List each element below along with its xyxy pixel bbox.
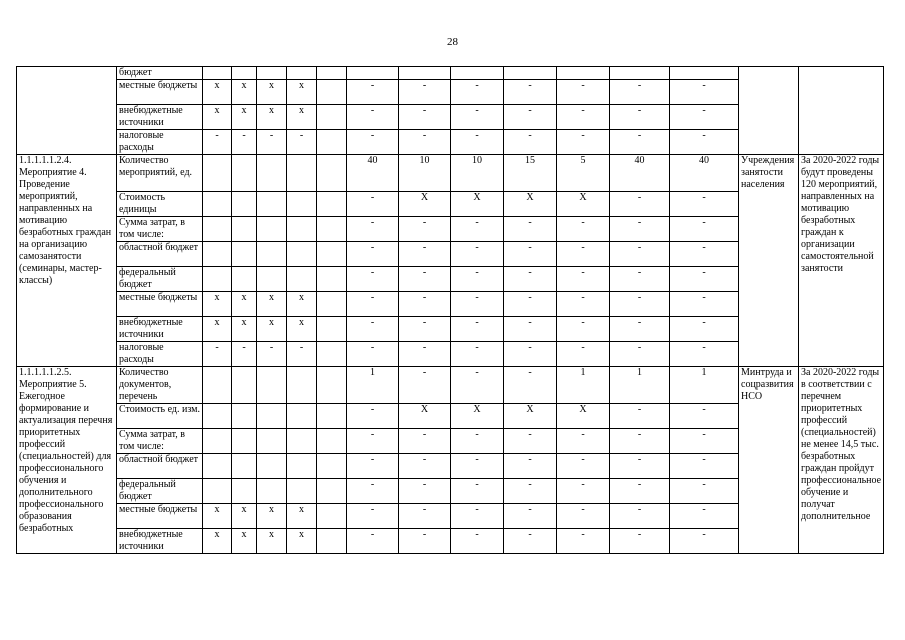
cell-value: - — [504, 80, 557, 105]
cell-value — [610, 67, 670, 80]
cell-value: - — [451, 317, 504, 342]
cell-value: - — [670, 404, 739, 429]
cell-right: x — [287, 80, 317, 105]
row-label: Сумма затрат, в том числе: — [117, 429, 203, 454]
cell-value: - — [504, 267, 557, 292]
cell-value — [451, 67, 504, 80]
cell-right — [203, 217, 232, 242]
row-label: Стоимость единицы — [117, 192, 203, 217]
cell-value: - — [347, 454, 399, 479]
cell-value: - — [399, 317, 451, 342]
cell-value: X — [557, 192, 610, 217]
row-label: внебюджетные источники — [117, 105, 203, 130]
cell-right — [257, 454, 287, 479]
cell-value: - — [557, 429, 610, 454]
cell-value: X — [504, 404, 557, 429]
cell-value: - — [399, 292, 451, 317]
cell-right: x — [257, 292, 287, 317]
cell-right — [317, 105, 347, 130]
row-label: налоговые расходы — [117, 130, 203, 155]
cell-value: X — [557, 404, 610, 429]
cell-right: x — [287, 317, 317, 342]
cell-right: x — [257, 529, 287, 554]
cell-value: - — [504, 292, 557, 317]
cell-value: - — [610, 504, 670, 529]
cell-value: - — [399, 217, 451, 242]
cell-right: - — [257, 342, 287, 367]
cell-value: 40 — [610, 155, 670, 192]
cell-value: - — [670, 217, 739, 242]
cell-value: - — [670, 479, 739, 504]
cell-right — [317, 529, 347, 554]
cell-right — [287, 67, 317, 80]
cell-right: x — [203, 529, 232, 554]
cell-right: - — [287, 342, 317, 367]
cell-value: - — [399, 367, 451, 404]
cell-value: - — [451, 342, 504, 367]
cell-right — [203, 267, 232, 292]
table-row — [17, 155, 884, 192]
cell-right — [257, 192, 287, 217]
cell-right: x — [203, 80, 232, 105]
cell-value: - — [347, 529, 399, 554]
cell-value: - — [399, 130, 451, 155]
cell-right — [287, 479, 317, 504]
cell-right: x — [203, 292, 232, 317]
cell-value: - — [610, 192, 670, 217]
row-label: Количество документов, перечень — [117, 367, 203, 404]
cell-right — [317, 292, 347, 317]
cell-value — [557, 67, 610, 80]
cell-right — [287, 242, 317, 267]
cell-right — [203, 155, 232, 192]
row-label: внебюджетные источники — [117, 529, 203, 554]
cell-value: - — [557, 292, 610, 317]
cell-value: - — [451, 529, 504, 554]
cell-value: - — [451, 242, 504, 267]
cell-value: - — [347, 317, 399, 342]
cell-value: - — [610, 404, 670, 429]
cell-right — [203, 192, 232, 217]
cell-right — [232, 67, 257, 80]
cell-value: - — [670, 529, 739, 554]
cell-value: - — [451, 504, 504, 529]
cell-right — [287, 267, 317, 292]
cell-value: - — [347, 80, 399, 105]
cell-value: - — [347, 504, 399, 529]
cell-right: x — [257, 80, 287, 105]
cell-right — [317, 155, 347, 192]
executor: Минтруда и соцразвития НСО — [739, 367, 799, 554]
cell-value: - — [557, 267, 610, 292]
cell-value: X — [399, 404, 451, 429]
activity-title: 1.1.1.1.1.2.4. Мероприятие 4. Проведение мероприятий, направленных на мотивацию безработных граждан на организацию самозанятости (семинары, мастер-классы) — [17, 155, 117, 367]
cell-value — [504, 67, 557, 80]
cell-right: x — [287, 292, 317, 317]
cell-value: - — [504, 105, 557, 130]
cell-value: - — [610, 454, 670, 479]
cell-right — [317, 267, 347, 292]
cell-value: - — [347, 217, 399, 242]
cell-value: 10 — [451, 155, 504, 192]
cell-right: - — [203, 342, 232, 367]
cell-right — [232, 429, 257, 454]
cell-value: - — [399, 454, 451, 479]
row-label: федеральный бюджет — [117, 479, 203, 504]
cell-right: x — [232, 317, 257, 342]
cell-right: x — [203, 504, 232, 529]
cell-right — [287, 155, 317, 192]
row-label: областной бюджет — [117, 242, 203, 267]
cell-right: x — [257, 504, 287, 529]
cell-value: - — [399, 242, 451, 267]
cell-right — [232, 155, 257, 192]
cell-value: - — [504, 317, 557, 342]
cell-value: - — [670, 504, 739, 529]
cell-right — [232, 217, 257, 242]
cell-value: - — [610, 217, 670, 242]
expected-result: За 2020-2022 годы будут проведены 120 мероприятий, направленных на мотивацию безработных граждан к организации самостоятельной занятости — [799, 155, 884, 367]
cell-value: - — [451, 292, 504, 317]
cell-value: 1 — [670, 367, 739, 404]
cell-right — [257, 367, 287, 404]
cell-value: - — [504, 529, 557, 554]
cell-value: 1 — [347, 367, 399, 404]
row-label: федеральный бюджет — [117, 267, 203, 292]
cell-right — [287, 192, 317, 217]
cell-right: - — [287, 130, 317, 155]
cell-right — [257, 67, 287, 80]
cell-right — [257, 217, 287, 242]
cell-right — [317, 130, 347, 155]
cell-right — [257, 267, 287, 292]
cell-value: 10 — [399, 155, 451, 192]
cell-right: x — [232, 529, 257, 554]
cell-value: X — [399, 192, 451, 217]
cell-right — [203, 67, 232, 80]
cell-right — [317, 192, 347, 217]
row-label: местные бюджеты — [117, 504, 203, 529]
cell-right: x — [257, 317, 287, 342]
cell-value: 40 — [670, 155, 739, 192]
cell-value — [347, 67, 399, 80]
cell-value: - — [399, 80, 451, 105]
cell-right — [203, 429, 232, 454]
cell-right — [317, 404, 347, 429]
cell-right: x — [287, 105, 317, 130]
cell-right: - — [257, 130, 287, 155]
row-label: налоговые расходы — [117, 342, 203, 367]
cell-value: 1 — [557, 367, 610, 404]
cell-value: - — [610, 479, 670, 504]
cell-value: - — [451, 367, 504, 404]
cell-value: - — [504, 504, 557, 529]
cell-value — [670, 67, 739, 80]
cell-right: - — [232, 342, 257, 367]
cell-value: - — [670, 292, 739, 317]
cell-value: - — [670, 105, 739, 130]
cell-value: - — [670, 429, 739, 454]
cell-value: - — [504, 429, 557, 454]
cell-value: - — [347, 267, 399, 292]
cell-value: X — [451, 192, 504, 217]
continued-executor-cell — [739, 67, 799, 155]
cell-value: - — [670, 342, 739, 367]
cell-value: - — [399, 342, 451, 367]
activity-title: 1.1.1.1.1.2.5. Мероприятие 5. Ежегодное формирование и актуализация перечня приоритетных профессий (специальностей) для профессионального обучения и дополнительного профессионального образования безработных — [17, 367, 117, 554]
row-label: Сумма затрат, в том числе: — [117, 217, 203, 242]
cell-right: x — [232, 292, 257, 317]
cell-right — [232, 192, 257, 217]
row-label: бюджет — [117, 67, 203, 80]
cell-right — [232, 479, 257, 504]
cell-right — [317, 67, 347, 80]
cell-value: 40 — [347, 155, 399, 192]
cell-value: - — [670, 267, 739, 292]
cell-value: - — [610, 342, 670, 367]
cell-value: 1 — [610, 367, 670, 404]
cell-right — [232, 404, 257, 429]
cell-value: - — [347, 404, 399, 429]
cell-right — [317, 429, 347, 454]
cell-value: - — [557, 80, 610, 105]
cell-right — [317, 217, 347, 242]
cell-right — [317, 479, 347, 504]
cell-value: - — [347, 292, 399, 317]
cell-value: - — [504, 342, 557, 367]
cell-right: x — [257, 105, 287, 130]
cell-value: - — [557, 529, 610, 554]
cell-value: - — [451, 217, 504, 242]
cell-right — [317, 242, 347, 267]
cell-value: - — [451, 454, 504, 479]
cell-value: - — [504, 367, 557, 404]
cell-value: - — [451, 80, 504, 105]
cell-right — [287, 367, 317, 404]
cell-right — [317, 367, 347, 404]
cell-value: - — [504, 479, 557, 504]
cell-right — [232, 242, 257, 267]
cell-value: - — [557, 342, 610, 367]
cell-right: - — [203, 130, 232, 155]
cell-value: - — [557, 217, 610, 242]
cell-value: - — [399, 267, 451, 292]
cell-value: - — [610, 529, 670, 554]
cell-value: - — [504, 217, 557, 242]
cell-right: x — [232, 105, 257, 130]
expected-result: За 2020-2022 годы в соответствии с перечнем приоритетных профессий (специальностей) не менее 14,5 тыс. безработных граждан пройдут профессиональное обучение и получат дополнительное — [799, 367, 884, 554]
cell-value: - — [451, 429, 504, 454]
cell-value: - — [557, 105, 610, 130]
cell-value: - — [557, 317, 610, 342]
cell-right — [317, 504, 347, 529]
cell-value: - — [557, 504, 610, 529]
cell-value: - — [347, 242, 399, 267]
cell-right — [203, 479, 232, 504]
cell-value: - — [399, 529, 451, 554]
row-label: местные бюджеты — [117, 80, 203, 105]
row-label: внебюджетные источники — [117, 317, 203, 342]
cell-right — [317, 454, 347, 479]
cell-right: x — [203, 317, 232, 342]
cell-value: - — [670, 80, 739, 105]
cell-right — [317, 317, 347, 342]
cell-right — [257, 429, 287, 454]
cell-right — [287, 454, 317, 479]
cell-value: - — [504, 454, 557, 479]
cell-value: - — [670, 317, 739, 342]
row-label: местные бюджеты — [117, 292, 203, 317]
cell-value: - — [347, 105, 399, 130]
row-label: Стоимость ед. изм. — [117, 404, 203, 429]
cell-value: - — [610, 242, 670, 267]
cell-value: - — [347, 192, 399, 217]
cell-value: - — [504, 242, 557, 267]
executor: Учреждения занятости населения — [739, 155, 799, 367]
cell-value: - — [347, 130, 399, 155]
table-row — [17, 67, 884, 80]
cell-right — [257, 242, 287, 267]
cell-value: - — [670, 130, 739, 155]
cell-value: - — [451, 267, 504, 292]
cell-right: - — [232, 130, 257, 155]
cell-right — [203, 242, 232, 267]
table-row — [17, 367, 884, 404]
cell-value: - — [610, 317, 670, 342]
cell-value: - — [399, 479, 451, 504]
cell-value: 5 — [557, 155, 610, 192]
continued-result-cell — [799, 67, 884, 155]
cell-value: - — [610, 267, 670, 292]
cell-value: - — [610, 292, 670, 317]
cell-right — [317, 342, 347, 367]
cell-value: - — [347, 342, 399, 367]
cell-value: - — [610, 130, 670, 155]
cell-right — [232, 454, 257, 479]
cell-value: - — [557, 479, 610, 504]
cell-value: - — [451, 479, 504, 504]
page-number: 28 — [447, 36, 458, 48]
cell-right — [232, 267, 257, 292]
cell-right — [257, 155, 287, 192]
cell-value: - — [557, 242, 610, 267]
cell-right: x — [203, 105, 232, 130]
cell-value: - — [670, 192, 739, 217]
cell-value: - — [504, 130, 557, 155]
cell-value: X — [504, 192, 557, 217]
continued-title-cell — [17, 67, 117, 155]
cell-right — [287, 429, 317, 454]
cell-value: X — [451, 404, 504, 429]
cell-right — [317, 80, 347, 105]
cell-value: - — [399, 105, 451, 130]
cell-value: - — [610, 429, 670, 454]
cell-value: - — [399, 504, 451, 529]
cell-right — [287, 404, 317, 429]
cell-right — [257, 404, 287, 429]
cell-value: - — [347, 479, 399, 504]
cell-value: - — [557, 130, 610, 155]
cell-value: - — [557, 454, 610, 479]
cell-right: x — [232, 504, 257, 529]
cell-right — [232, 367, 257, 404]
row-label: областной бюджет — [117, 454, 203, 479]
cell-right — [203, 454, 232, 479]
cell-value: - — [610, 105, 670, 130]
cell-value: - — [670, 242, 739, 267]
cell-value: - — [610, 80, 670, 105]
cell-value: - — [670, 454, 739, 479]
cell-right: x — [287, 529, 317, 554]
cell-value: - — [399, 429, 451, 454]
cell-right: x — [287, 504, 317, 529]
cell-right: x — [232, 80, 257, 105]
cell-value: - — [451, 130, 504, 155]
cell-right — [203, 367, 232, 404]
cell-right — [203, 404, 232, 429]
cell-value: - — [451, 105, 504, 130]
row-label: Количество мероприятий, ед. — [117, 155, 203, 192]
cell-value — [399, 67, 451, 80]
cell-right — [257, 479, 287, 504]
cell-value: 15 — [504, 155, 557, 192]
cell-value: - — [347, 429, 399, 454]
cell-right — [287, 217, 317, 242]
program-table — [16, 66, 884, 554]
